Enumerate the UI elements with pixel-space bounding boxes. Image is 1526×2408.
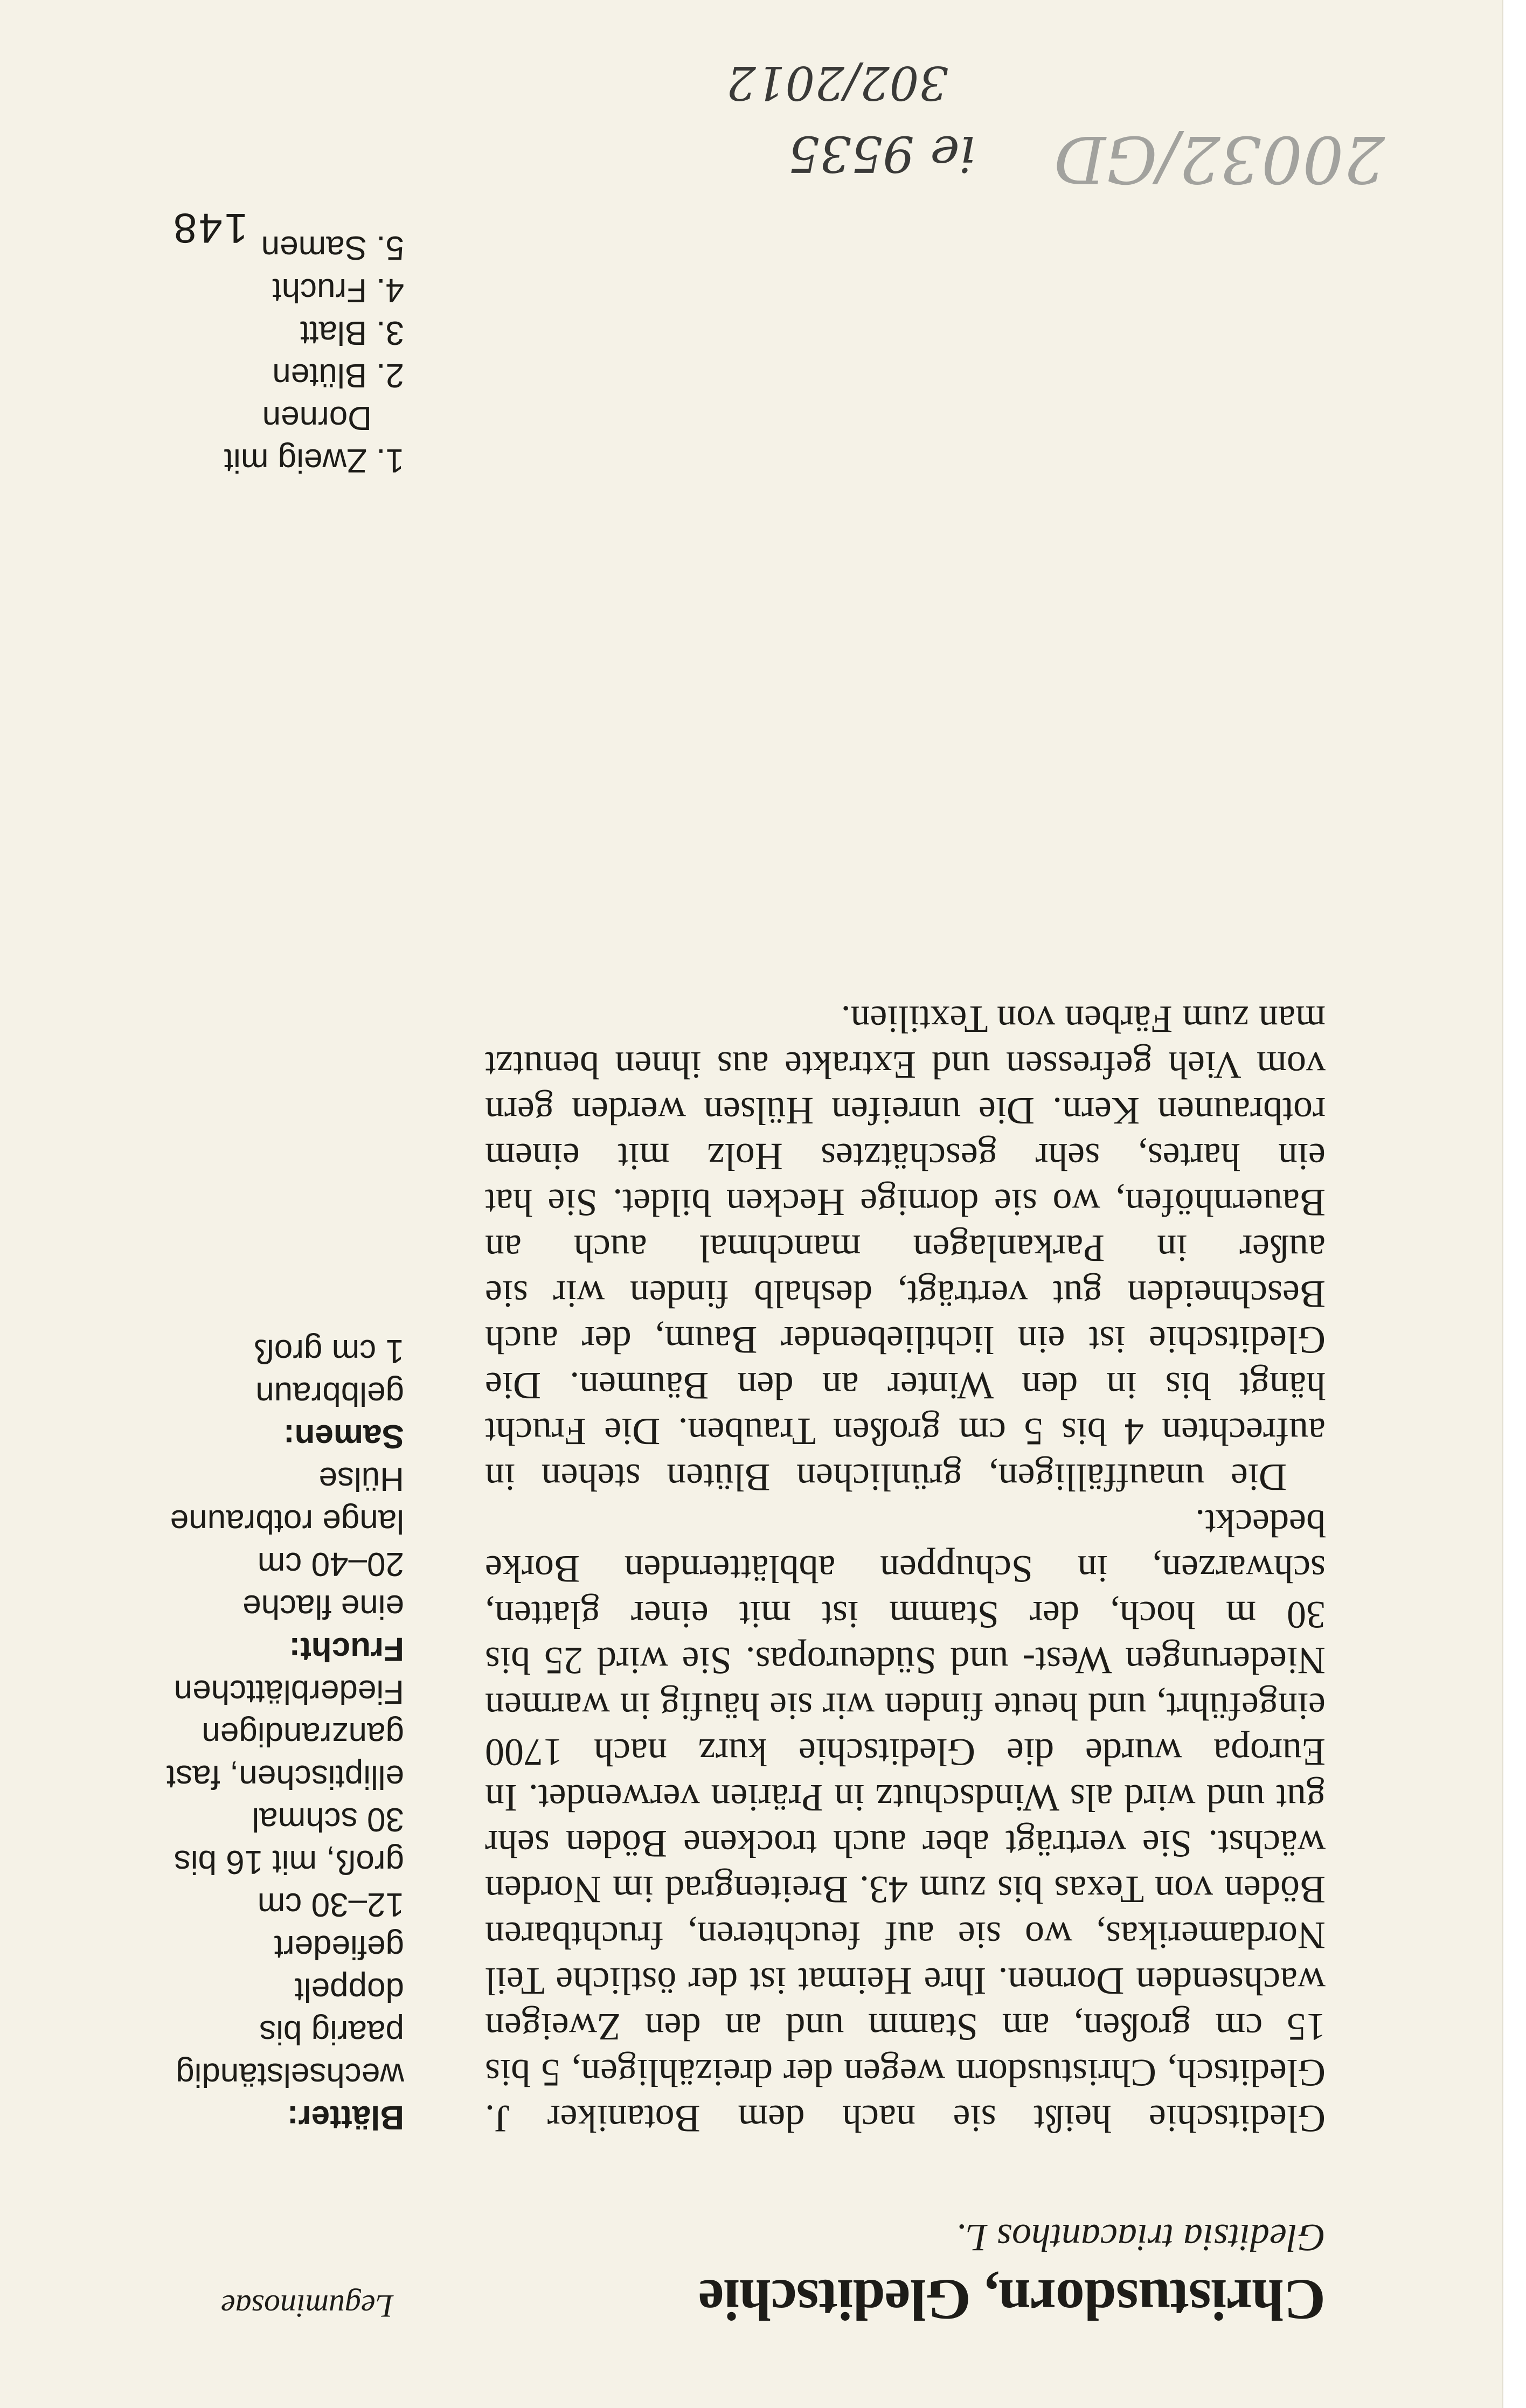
leaves-facts <box>124 1670 404 2139</box>
leaves-line: elliptischen, fast <box>166 1758 404 1795</box>
legend-item: 3. Blatt <box>300 314 404 351</box>
page-number: 148 <box>171 205 248 252</box>
fruit-facts <box>124 1458 404 1670</box>
seeds-line: 1 cm groß <box>253 1333 404 1370</box>
legend-item: 5. Samen <box>261 229 404 266</box>
sidebar-facts <box>124 1330 404 2139</box>
legend-item: 1. Zweig mit <box>224 442 404 479</box>
seeds-line: gelbbraun <box>255 1375 404 1412</box>
leaves-line: doppelt <box>294 1971 404 2008</box>
paragraph: Gleditschie heißt sie nach dem Botaniker J. Gleditsch, Christusdorn wegen der dreizähligen, 5 bis 15 cm großen, am Stamm und an den Zweigen wachsenden Dornen. Ihre Heimat ist der östliche Teil Nordamerikas, wo sie auf feuchteren, fruchtbaren Böden von Texas bis zum 43. Breitengrad im Norden wächst. Sie verträgt aber auch trockene Böden sehr gut und wird als Windschutz in Prärien verwendet. In Europa wurde die Gleditschie kurz nach 1700 eingeführt, und heute finden wir sie häufig in warmen Niederungen West- und Südeuropas. Sie wird 25 bis 30 m hoch, der Stamm ist mit einer glatten, schwarzen, in Schuppen abblätternden Borke bedeckt. <box>485 1502 1326 2140</box>
leaves-line: groß, mit 16 bis <box>174 1843 404 1880</box>
leaves-line: 30 schmal <box>252 1801 404 1838</box>
leaves-line: wechselständig <box>176 2056 404 2093</box>
page-title: Christusdorn, Gleditschie <box>698 2267 1326 2331</box>
scientific-name: Gleditsia triacanthos L. <box>955 2216 1326 2259</box>
seeds-heading: Samen: <box>283 1418 404 1455</box>
leaves-line: Fiederblättchen <box>174 1673 404 1710</box>
leaves-line: gefiedert <box>274 1928 404 1966</box>
leaves-line: 12–30 cm <box>257 1886 404 1923</box>
fruit-line: lange rotbraune <box>170 1503 404 1540</box>
fruit-line: 20–40 cm <box>257 1545 404 1583</box>
legend-item: Dornen <box>262 399 372 436</box>
leaves-line: paarig bis <box>259 2014 404 2051</box>
handwritten-item-number: ie 9535 <box>788 125 975 183</box>
handwritten-archive-note <box>695 18 1396 202</box>
figure-legend <box>224 226 404 482</box>
leaves-line: ganzrandigen <box>202 1716 404 1753</box>
fruit-line: Hülse <box>318 1460 404 1497</box>
leaves-heading: Blätter: <box>287 2099 404 2136</box>
handwritten-reference: 302/2012 <box>726 55 948 109</box>
handwritten-catalog-number: 20032/GD <box>1053 121 1385 196</box>
legend-item: 2. Blüten <box>272 357 404 394</box>
legend-item: 4. Frucht <box>272 272 404 309</box>
fruit-heading: Frucht: <box>289 1630 404 1668</box>
description-text <box>485 996 1326 2141</box>
seeds-facts <box>124 1330 404 1458</box>
fruit-line: eine flache <box>242 1588 404 1625</box>
family-name: Leguminosae <box>221 2288 393 2324</box>
paragraph: Die unauffälligen, grünlichen Blüten stehen in aufrechten 4 bis 5 cm großen Trauben. Die Frucht hängt bis in den Winter an den Bäumen. Die Gleditschie ist ein lichtliebender Baum, der auch Beschneiden gut verträgt, deshalb finden wir sie außer in Parkanlagen manchmal auch an Bauernhöfen, wo sie dornige Hecken bildet. Sie hat ein hartes, sehr geschätztes Holz mit einem rotbraunen Kern. Die unreifen Hülsen werden gern vom Vieh gefressen und Extrakte aus ihnen benutzt man zum Färben von Textilien. <box>485 998 1326 1499</box>
